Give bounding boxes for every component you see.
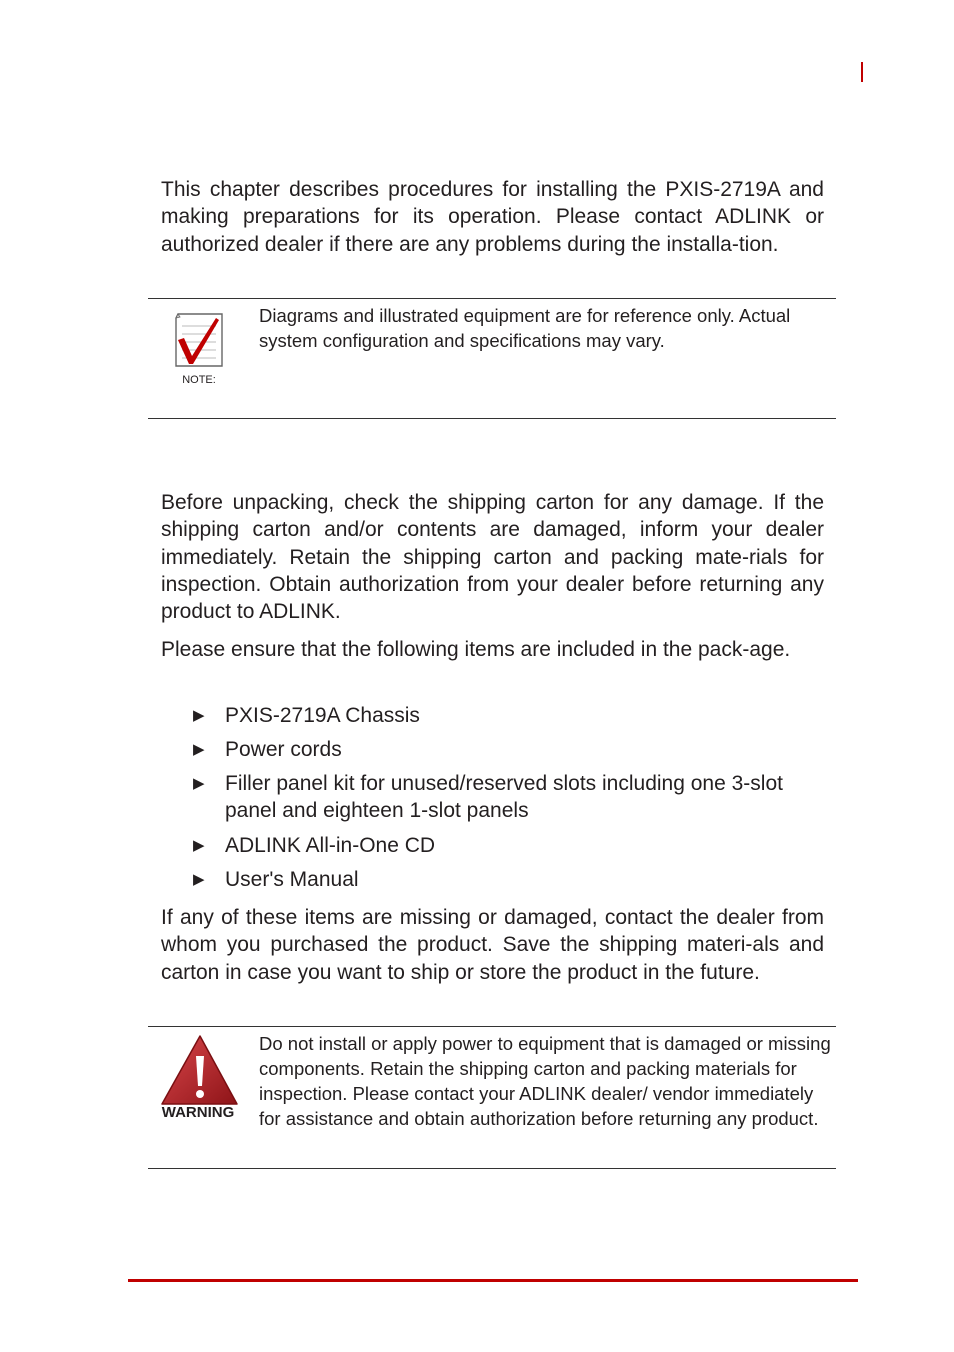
- bullet-arrow-icon: ▶: [193, 871, 205, 888]
- unpacking-paragraph-3: If any of these items are missing or damaged, contact the dealer from whom you purchased the product. Save the shipping materi-als and carton in case you want to ship or store the product in the future.: [161, 906, 824, 984]
- note-text: Diagrams and illustrated equipment are for reference only. Actual system configuration and specifications may vary.: [259, 305, 791, 351]
- list-item-text: User's Manual: [225, 868, 359, 891]
- note-checkmark-icon: [172, 310, 226, 390]
- header-accent-mark: [861, 62, 863, 82]
- list-item-text: Power cords: [225, 738, 342, 761]
- intro-paragraph: This chapter describes procedures for installing the PXIS-2719A and making preparations for its operation. Please contact ADLINK or authorized dealer if there are any problems during the installa-tion.: [161, 178, 824, 256]
- bullet-arrow-icon: ▶: [193, 775, 205, 792]
- unpacking-paragraph-1: Before unpacking, check the shipping carton for any damage. If the shipping carton and/or contents are damaged, inform your dealer immediately. Retain the shipping carton and packing mate-rials for inspection. Obtain authorization from your dealer before returning any product to ADLINK.: [161, 491, 824, 624]
- warning-bottom-rule: [148, 1168, 836, 1169]
- note-label: NOTE:: [182, 374, 216, 386]
- list-item-text: Filler panel kit for unused/reserved slots including one 3-slot panel and eighteen 1-slot panels: [225, 772, 783, 823]
- note-top-rule: [148, 298, 836, 299]
- bullet-arrow-icon: ▶: [193, 707, 205, 724]
- footer-rule: [128, 1279, 858, 1282]
- note-bottom-rule: [148, 418, 836, 419]
- warning-text: Do not install or apply power to equipment that is damaged or missing components. Retain the shipping carton and packing materials for inspection. Please contact your ADLINK dealer/ vendor immediately for assistance and obtain authorization before returning any product.: [259, 1033, 831, 1129]
- bullet-arrow-icon: ▶: [193, 837, 205, 854]
- list-item-text: ADLINK All-in-One CD: [225, 834, 436, 857]
- list-item-text: PXIS-2719A Chassis: [225, 704, 420, 727]
- bullet-arrow-icon: ▶: [193, 741, 205, 758]
- warning-triangle-icon: [158, 1034, 240, 1124]
- warning-label: WARNING: [161, 1104, 235, 1121]
- warning-top-rule: [148, 1026, 836, 1027]
- unpacking-paragraph-2: Please ensure that the following items are included in the pack-age.: [161, 638, 791, 661]
